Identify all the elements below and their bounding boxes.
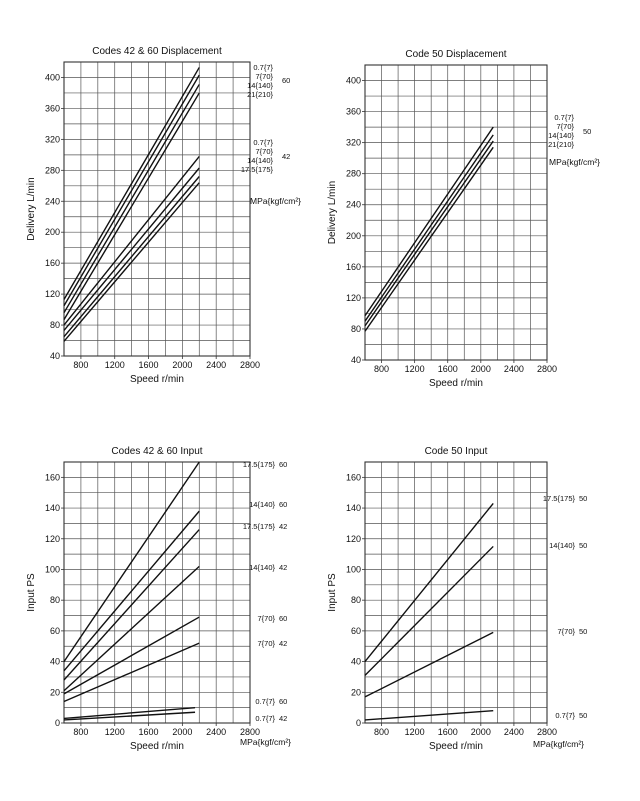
series-label: 21{210}: [247, 90, 273, 99]
series-label: 14{140}: [548, 131, 574, 140]
series-label: 14{140}: [247, 156, 273, 165]
series-label: 7{70}: [257, 639, 275, 648]
chart-panel-4: [327, 446, 587, 752]
y-tick-label: 360: [44, 103, 60, 114]
y-tick-label: 80: [49, 320, 60, 331]
x-tick-label: 2000: [172, 727, 193, 737]
series-line: [365, 503, 493, 661]
y-tick-label: 40: [49, 656, 60, 667]
y-axis-label: Delivery L/min: [327, 180, 338, 245]
y-tick-label: 80: [350, 595, 361, 606]
unit-label: MPa{kgf/cm²}: [250, 196, 302, 206]
y-tick-label: 100: [345, 564, 361, 575]
series-label: 0.7{7}: [253, 63, 273, 72]
chart-panel-2: [327, 49, 600, 389]
x-tick-label: 1200: [104, 727, 125, 737]
chart-panel-1: [26, 46, 301, 385]
y-axis-label: Input PS: [26, 573, 37, 612]
code-label: 60: [279, 500, 288, 509]
y-tick-label: 160: [44, 472, 60, 483]
series-label: 17.5{175}: [542, 494, 575, 503]
y-tick-label: 240: [345, 199, 361, 210]
series-label: 7{70}: [255, 72, 273, 81]
x-tick-label: 1600: [437, 364, 458, 374]
x-tick-label: 2000: [172, 360, 193, 370]
code-label: 50: [579, 541, 588, 550]
series-line: [365, 711, 493, 720]
x-tick-label: 2800: [536, 364, 558, 374]
x-axis-label: Speed r/min: [130, 741, 184, 752]
y-tick-label: 320: [345, 137, 361, 148]
y-tick-label: 0: [54, 718, 60, 728]
chart-title: Codes 42 & 60 Input: [111, 446, 203, 457]
y-tick-label: 120: [345, 292, 361, 303]
series-label: 7{70}: [557, 627, 575, 636]
x-tick-label: 800: [73, 360, 89, 370]
y-tick-label: 60: [350, 625, 361, 636]
chart-title: Code 50 Displacement: [405, 49, 507, 60]
x-tick-label: 2400: [503, 727, 524, 737]
series-line: [365, 135, 493, 321]
series-label: 14{140}: [247, 81, 273, 90]
code-label: 42: [279, 714, 288, 723]
y-tick-label: 320: [44, 134, 60, 145]
x-tick-label: 1200: [104, 360, 125, 370]
series-label: 0.7{7}: [255, 714, 275, 723]
y-axis-label: Delivery L/min: [26, 177, 37, 241]
code-label: 42: [279, 522, 288, 531]
y-tick-label: 20: [49, 687, 60, 698]
code-label: 60: [282, 76, 291, 85]
series-label: 14{140}: [249, 563, 275, 572]
series-label: 7{70}: [556, 122, 574, 131]
grid: [64, 462, 250, 723]
x-tick-label: 2000: [470, 364, 491, 374]
code-label: 50: [579, 627, 588, 636]
y-tick-label: 280: [345, 168, 361, 179]
x-tick-label: 1600: [138, 727, 159, 737]
code-label: 42: [279, 639, 288, 648]
x-tick-label: 2000: [470, 727, 491, 737]
y-tick-label: 100: [44, 564, 60, 575]
x-tick-label: 800: [374, 364, 390, 374]
unit-label: MPa{kgf/cm²}: [240, 737, 292, 747]
y-tick-label: 120: [44, 289, 60, 300]
x-tick-label: 2400: [503, 364, 524, 374]
series-label: 14{140}: [549, 541, 575, 550]
y-tick-label: 160: [44, 258, 60, 269]
x-tick-label: 2800: [239, 727, 261, 737]
x-tick-label: 2800: [536, 727, 558, 737]
y-tick-label: 80: [350, 323, 361, 334]
x-axis-label: Speed r/min: [429, 378, 483, 389]
y-tick-label: 200: [345, 230, 361, 241]
series-label: 0.7{7}: [555, 711, 575, 720]
series-line: [365, 147, 493, 331]
x-tick-label: 1600: [437, 727, 458, 737]
y-tick-label: 140: [44, 503, 60, 514]
x-tick-label: 1200: [404, 364, 425, 374]
series-label: 0.7{7}: [255, 697, 275, 706]
y-tick-label: 40: [49, 351, 60, 361]
series-label: 0.7{7}: [253, 138, 273, 147]
series-label: 21{210}: [548, 140, 574, 149]
y-tick-label: 240: [44, 196, 60, 207]
chart-panel-3: [26, 446, 291, 752]
x-axis-label: Speed r/min: [130, 374, 184, 385]
code-label: 50: [579, 711, 588, 720]
unit-label: MPa{kgf/cm²}: [533, 739, 585, 749]
code-label: 60: [279, 697, 288, 706]
x-tick-label: 2400: [206, 360, 227, 370]
x-axis-label: Speed r/min: [429, 741, 483, 752]
chart-title: Code 50 Input: [424, 446, 488, 457]
series-label: 14{140}: [249, 500, 275, 509]
y-tick-label: 0: [355, 718, 361, 728]
code-label: 42: [279, 563, 288, 572]
y-tick-label: 400: [44, 72, 60, 83]
series-label: 17.5{175}: [240, 165, 273, 174]
series-label: 7{70}: [257, 614, 275, 623]
y-tick-label: 120: [44, 533, 60, 544]
y-axis-label: Input PS: [327, 573, 338, 612]
series-line: [365, 127, 493, 316]
y-tick-label: 80: [49, 595, 60, 606]
y-tick-label: 140: [345, 503, 361, 514]
x-tick-label: 1200: [404, 727, 425, 737]
series-label: 17.5{175}: [242, 522, 275, 531]
series-label: 0.7{7}: [554, 113, 574, 122]
y-tick-label: 160: [345, 472, 361, 483]
x-tick-label: 2400: [206, 727, 227, 737]
y-tick-label: 60: [49, 625, 60, 636]
plot-frame: [365, 65, 547, 360]
y-tick-label: 360: [345, 106, 361, 117]
plot-frame: [64, 462, 250, 723]
y-tick-label: 40: [350, 656, 361, 667]
y-tick-label: 40: [350, 355, 361, 365]
x-tick-label: 1600: [138, 360, 159, 370]
x-tick-label: 800: [374, 727, 390, 737]
code-label: 50: [583, 127, 592, 136]
y-tick-label: 400: [345, 75, 361, 86]
chart-title: Codes 42 & 60 Displacement: [92, 46, 222, 57]
y-tick-label: 160: [345, 261, 361, 272]
y-tick-label: 20: [350, 687, 361, 698]
y-tick-label: 280: [44, 165, 60, 176]
x-tick-label: 800: [73, 727, 89, 737]
series-line: [365, 632, 493, 696]
code-label: 60: [279, 460, 288, 469]
y-tick-label: 200: [44, 227, 60, 238]
unit-label: MPa{kgf/cm²}: [549, 157, 601, 167]
code-label: 42: [282, 152, 291, 161]
code-label: 60: [279, 614, 288, 623]
code-label: 50: [579, 494, 588, 503]
series-label: 17.5{175}: [242, 460, 275, 469]
grid: [365, 65, 547, 360]
x-tick-label: 2800: [239, 360, 261, 370]
series-line: [365, 546, 493, 675]
y-tick-label: 120: [345, 533, 361, 544]
series-label: 7{70}: [255, 147, 273, 156]
